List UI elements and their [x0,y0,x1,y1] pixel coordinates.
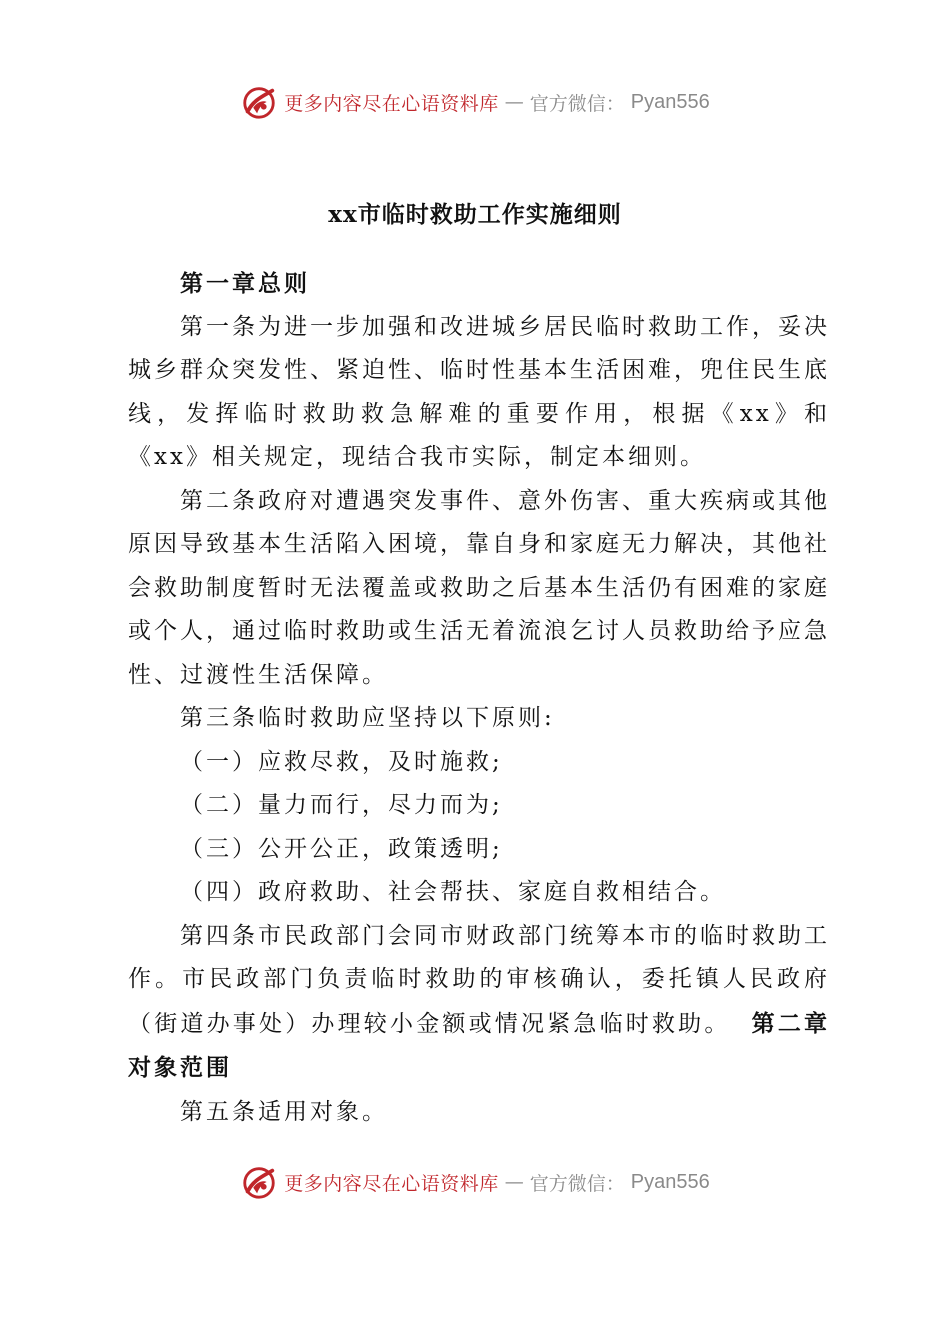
promo-text: 更多内容尽在心语资料库 [284,92,499,115]
article-paragraph [128,915,830,1091]
principle-item: （四）政府救助、社会帮扶、家庭自救相结合。 [180,879,726,905]
article-paragraph: 第二条政府对遭遇突发事件、意外伤害、重大疾病或其他原因导致基本生活陷入困境，靠自身和家庭无力解决，其他社会救助制度暂时无法覆盖或救助之后基本生活仍有困难的家庭或个人，通过临时救助或生活无着流浪乞讨人员救助给予应急性、过渡性生活保障。 [128,487,830,688]
chapter-heading: 第一章总则 [180,270,310,297]
document-body [128,262,830,1134]
flame-swirl-logo-icon [240,1163,278,1201]
chapter-heading: 第二章对象范围 [128,1009,831,1081]
wechat-label: 官方微信： [529,92,625,115]
principle-item: （一）应救尽救，及时施救; [180,748,503,775]
separator-dash: — [504,1171,524,1193]
header-watermark [0,82,950,122]
wechat-label: 官方微信： [529,1172,625,1195]
flame-swirl-logo-icon [240,83,278,121]
wechat-id: Pyan556 [630,1170,710,1193]
article-text: 第四条市民政部门会同市财政部门统筹本市的临时救助工作。市民政部门负责临时救助的审核确认，委托镇人民政府（街道办事处）办理较小金额或情况紧急临时救助。 [128,922,830,1037]
footer-watermark [0,1162,950,1202]
article-paragraph: 第三条临时救助应坚持以下原则: [180,705,555,731]
promo-text: 更多内容尽在心语资料库 [284,1172,499,1195]
document-title: xx市临时救助工作实施细则 [328,201,622,228]
principle-item: （二）量力而行，尽力而为; [180,792,503,818]
article-paragraph: 第一条为进一步加强和改进城乡居民临时救助工作，妥决城乡群众突发性、紧迫性、临时性基本生活困难，兜住民生底线，发挥临时救助救急解难的重要作用，根据《xx》和《xx》相关规定，现结合我市实际，制定本细则。 [128,313,830,470]
article-paragraph: 第五条适用对象。 [180,1098,388,1125]
separator-dash: — [504,91,524,113]
wechat-id: Pyan556 [630,90,710,113]
principle-item: （三）公开公正，政策透明; [180,835,503,862]
